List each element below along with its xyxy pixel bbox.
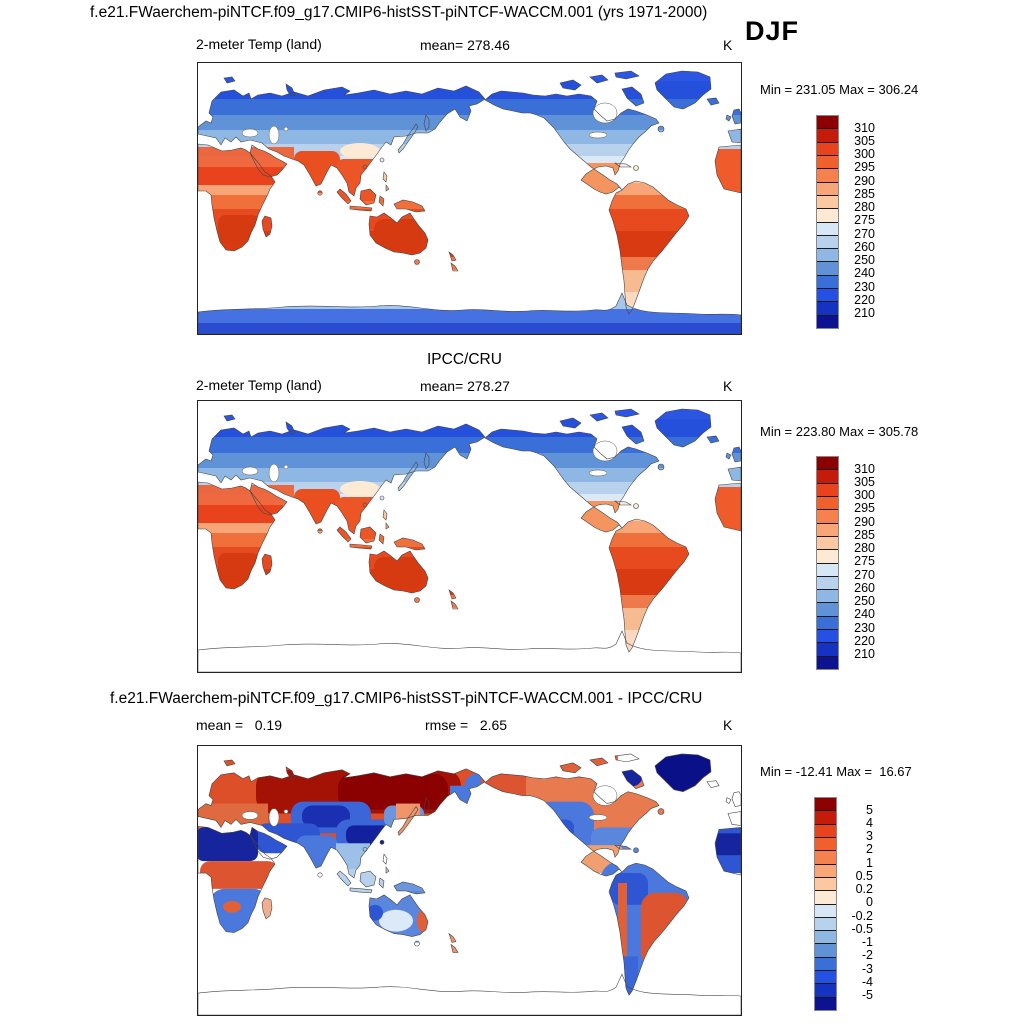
colorbar-tick-label: 230 [854, 279, 875, 294]
model-units-label: K [723, 37, 733, 53]
colorbar-tick-label: 210 [854, 647, 875, 662]
model-variable-label: 2-meter Temp (land) [196, 36, 322, 52]
colorbar-segment [815, 837, 836, 850]
colorbar-tick-label: -0.2 [851, 908, 873, 923]
colorbar-tick-label: 305 [854, 133, 875, 148]
model-colorbar-swatches [816, 115, 839, 329]
colorbar-segment [817, 457, 838, 469]
colorbar-segment [817, 549, 838, 562]
diff-colorbar-labels [845, 804, 873, 1003]
model-map [197, 62, 742, 335]
colorbar-tick-label: 275 [854, 554, 875, 569]
model-map-svg [198, 63, 741, 334]
colorbar-segment [815, 877, 836, 890]
colorbar-segment [817, 483, 838, 496]
colorbar-tick-label: -1 [861, 935, 873, 950]
colorbar-tick-label: 295 [854, 160, 875, 175]
diff-title: f.e21.FWaerchem-piNTCF.f09_g17.CMIP6-histSST-piNTCF-WACCM.001 - IPCC/CRU [110, 690, 703, 707]
obs-colorbar-labels [847, 463, 875, 662]
colorbar-segment [817, 182, 838, 195]
season-label: DJF [745, 16, 800, 46]
model-minmax: Min = 231.05 Max = 306.24 [760, 82, 919, 97]
colorbar-tick-label: 285 [854, 527, 875, 542]
colorbar-tick-label: 285 [854, 186, 875, 201]
colorbar-tick-label: 0.2 [855, 882, 873, 897]
colorbar-segment [817, 523, 838, 536]
colorbar-segment [817, 315, 838, 328]
colorbar-tick-label: 300 [854, 147, 875, 162]
colorbar-segment [817, 509, 838, 522]
colorbar-tick-label: 3 [866, 829, 873, 844]
colorbar-tick-label: -0.5 [851, 921, 873, 936]
colorbar-segment [817, 248, 838, 261]
colorbar-segment [815, 824, 836, 837]
colorbar-tick-label: 310 [854, 120, 875, 135]
colorbar-segment [817, 589, 838, 602]
colorbar-tick-label: 260 [854, 580, 875, 595]
colorbar-tick-label: 220 [854, 292, 875, 307]
colorbar-tick-label: 250 [854, 253, 875, 268]
colorbar-segment [817, 576, 838, 589]
colorbar-tick-label: 280 [854, 200, 875, 215]
colorbar-segment [815, 943, 836, 956]
colorbar-segment [815, 890, 836, 903]
colorbar-tick-label: 1 [866, 855, 873, 870]
obs-map-svg [198, 401, 741, 672]
colorbar-tick-label: 210 [854, 306, 875, 321]
colorbar-segment [817, 656, 838, 669]
obs-mean-value: mean= 278.27 [420, 378, 510, 394]
colorbar-segment [817, 301, 838, 314]
obs-colorbar [816, 456, 875, 670]
colorbar-tick-label: -2 [861, 948, 873, 963]
obs-colorbar-swatches [816, 456, 839, 670]
colorbar-tick-label: 295 [854, 501, 875, 516]
colorbar-tick-label: 0 [866, 895, 873, 910]
colorbar-tick-label: 220 [854, 633, 875, 648]
colorbar-tick-label: 240 [854, 607, 875, 622]
model-colorbar-labels [847, 122, 875, 321]
colorbar-segment [815, 904, 836, 917]
colorbar-segment [817, 275, 838, 288]
colorbar-segment [817, 642, 838, 655]
model-case-title: f.e21.FWaerchem-piNTCF.f09_g17.CMIP6-histSST-piNTCF-WACCM.001 (yrs 1971-2000) [90, 4, 708, 21]
diff-map-svg [198, 746, 741, 1015]
diff-minmax: Min = -12.41 Max = 16.67 [760, 764, 912, 779]
colorbar-tick-label: 250 [854, 594, 875, 609]
colorbar-segment [817, 602, 838, 615]
obs-map [197, 400, 742, 673]
colorbar-segment [817, 222, 838, 235]
colorbar-segment [817, 155, 838, 168]
colorbar-tick-label: -4 [861, 974, 873, 989]
diff-map [197, 745, 742, 1016]
colorbar-segment [815, 850, 836, 863]
colorbar-segment [815, 957, 836, 970]
diff-colorbar-swatches [814, 797, 837, 1011]
colorbar-segment [817, 616, 838, 629]
colorbar-tick-label: 270 [854, 226, 875, 241]
colorbar-tick-label: 270 [854, 567, 875, 582]
colorbar-segment [817, 288, 838, 301]
colorbar-segment [817, 536, 838, 549]
colorbar-tick-label: 4 [866, 815, 873, 830]
colorbar-segment [815, 983, 836, 996]
colorbar-tick-label: 280 [854, 541, 875, 556]
colorbar-segment [815, 997, 836, 1010]
colorbar-segment [817, 128, 838, 141]
colorbar-segment [817, 142, 838, 155]
diff-mean-value: mean = 0.19 [196, 717, 283, 733]
colorbar-segment [815, 970, 836, 983]
colorbar-segment [817, 168, 838, 181]
obs-units-label: K [723, 378, 733, 394]
colorbar-tick-label: -3 [861, 961, 873, 976]
colorbar-segment [817, 235, 838, 248]
colorbar-segment [817, 208, 838, 221]
colorbar-tick-label: 300 [854, 488, 875, 503]
colorbar-segment [817, 629, 838, 642]
diff-rmse-value: rmse = 2.65 [425, 717, 508, 733]
colorbar-segment [815, 864, 836, 877]
colorbar-tick-label: 260 [854, 239, 875, 254]
colorbar-tick-label: 2 [866, 842, 873, 857]
colorbar-segment [817, 261, 838, 274]
colorbar-segment [817, 496, 838, 509]
model-mean-value: mean= 278.46 [420, 37, 510, 53]
obs-title: IPCC/CRU [427, 351, 502, 368]
colorbar-tick-label: 5 [866, 802, 873, 817]
colorbar-tick-label: 290 [854, 514, 875, 529]
diff-units-label: K [723, 717, 733, 733]
colorbar-segment [815, 930, 836, 943]
colorbar-tick-label: 240 [854, 266, 875, 281]
colorbar-segment [817, 469, 838, 482]
colorbar-segment [815, 798, 836, 810]
colorbar-tick-label: 305 [854, 474, 875, 489]
colorbar-tick-label: 230 [854, 620, 875, 635]
diff-colorbar [814, 797, 873, 1011]
obs-variable-label: 2-meter Temp (land) [196, 377, 322, 393]
colorbar-segment [815, 917, 836, 930]
colorbar-segment [817, 195, 838, 208]
colorbar-segment [815, 810, 836, 823]
model-colorbar [816, 115, 875, 329]
colorbar-segment [817, 116, 838, 128]
obs-minmax: Min = 223.80 Max = 305.78 [760, 424, 919, 439]
colorbar-tick-label: -5 [861, 988, 873, 1003]
colorbar-segment [817, 563, 838, 576]
colorbar-tick-label: 310 [854, 461, 875, 476]
colorbar-tick-label: 275 [854, 213, 875, 228]
colorbar-tick-label: 290 [854, 173, 875, 188]
colorbar-tick-label: 0.5 [855, 868, 873, 883]
